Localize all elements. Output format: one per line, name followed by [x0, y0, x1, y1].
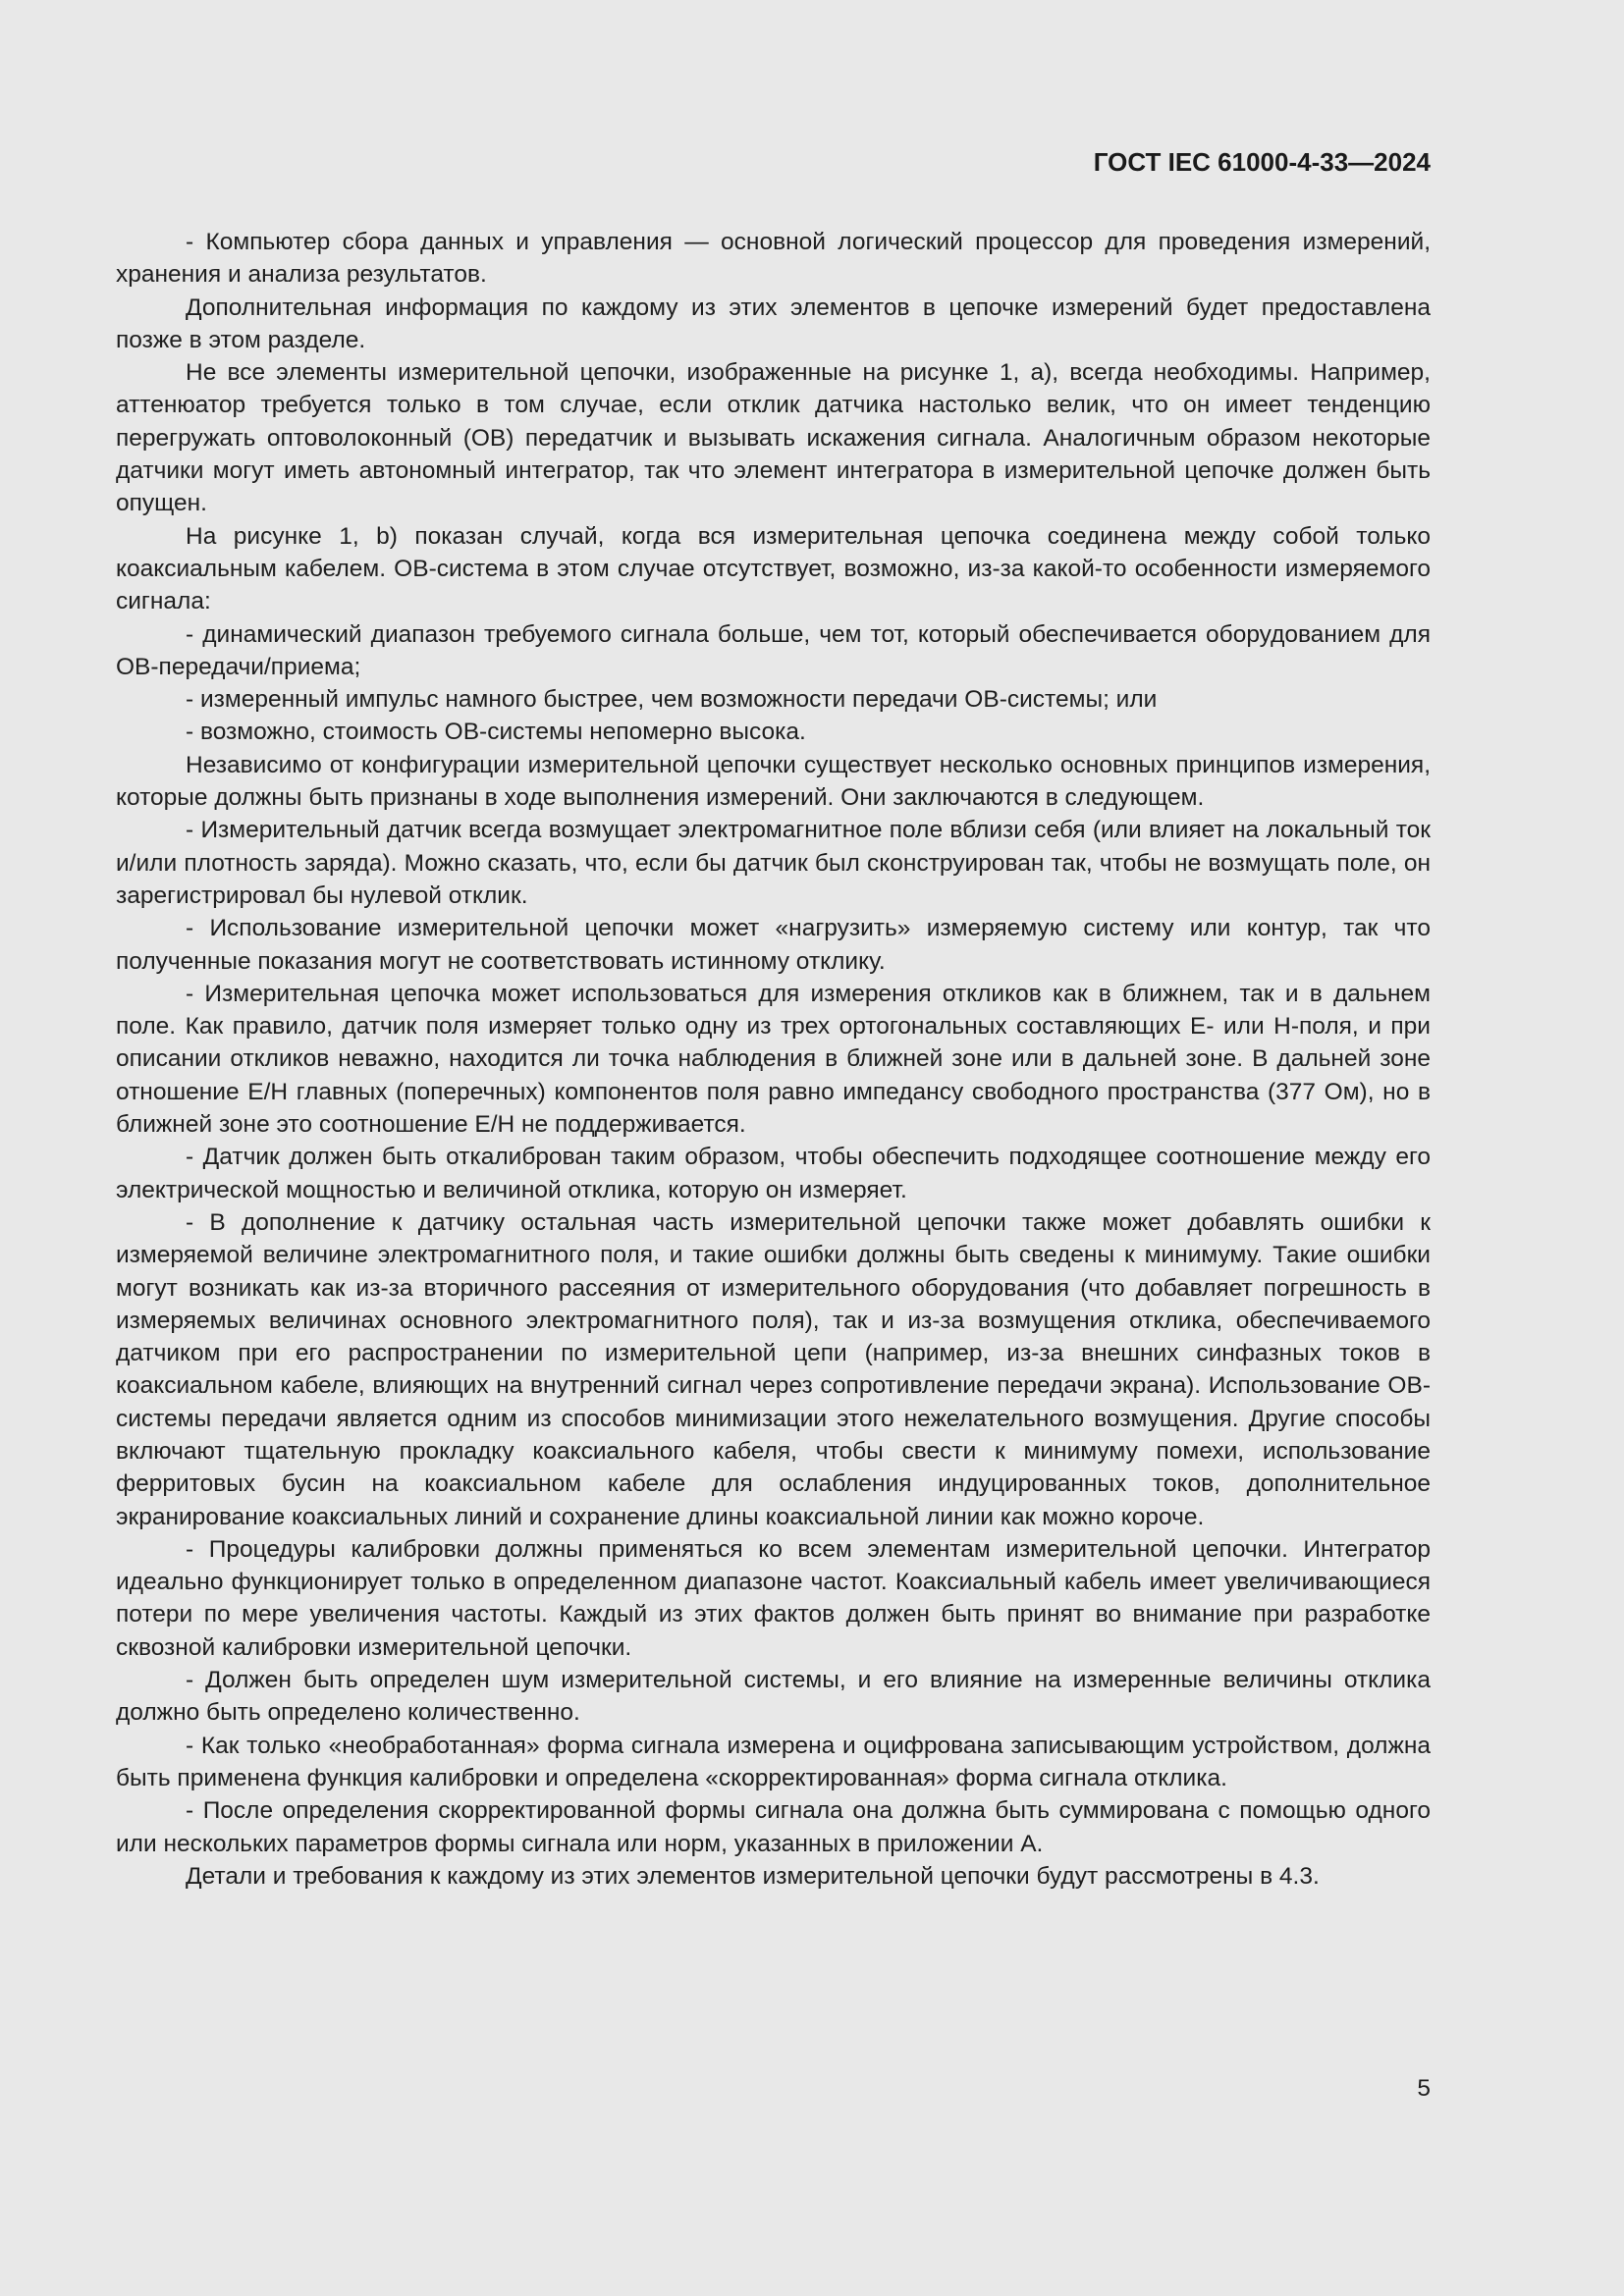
paragraph: - Должен быть определен шум измерительной системы, и его влияние на измеренные величины отклика должно быть определено количественно.: [116, 1667, 1431, 1727]
paragraph: - Как только «необработанная» форма сигнала измерена и оцифрована записывающим устройством, должна быть применена функция калибровки и определена «скорректированная» форма сигнала отклика.: [116, 1732, 1431, 1791]
document-body: [116, 226, 1431, 1893]
paragraph: - В дополнение к датчику остальная часть измерительной цепочки также может добавлять ошибки к измеряемой величине электромагнитного поля, и такие ошибки должны быть сведены к минимуму. Такие ошибки могут возникать как из-за вторичного рассеяния от измерительного оборудования (что добавляет погрешность в измеряемых величинах основного электромагнитного поля), так и из-за возмущения отклика, обеспечиваемого датчиком при его распространении по измерительной цепи (например, из-за внешних синфазных токов в коаксиальном кабеле, влияющих на внутренний сигнал через сопротивление передачи экрана). Использование ОВ-системы передачи является одним из способов минимизации этого нежелательного возмущения. Другие способы включают тщательную прокладку коаксиального кабеля, чтобы свести к минимуму помехи, использование ферритовых бусин на коаксиальном кабеле для ослабления индуцированных токов, дополнительное экранирование коаксиальных линий и сохранение длины коаксиальной линии как можно короче.: [116, 1208, 1431, 1530]
paragraph: - Использование измерительной цепочки может «нагрузить» измеряемую систему или контур, так что полученные показания могут не соответствовать истинному отклику.: [116, 915, 1431, 975]
paragraph: - Измерительная цепочка может использоваться для измерения откликов как в ближнем, так и в дальнем поле. Как правило, датчик поля измеряет только одну из трех ортогональных составляющих E- или H-поля, и при описании откликов неважно, находится ли точка наблюдения в ближней зоне или в дальней зоне. В дальней зоне отношение E/H главных (поперечных) компонентов поля равно импедансу свободного пространства (377 Ом), но в ближней зоне это соотношение E/H не поддерживается.: [116, 980, 1431, 1139]
paragraph: На рисунке 1, b) показан случай, когда вся измерительная цепочка соединена между собой только коаксиальным кабелем. ОВ-система в этом случае отсутствует, возможно, из-за какой-то особенности измеряемого сигнала:: [116, 522, 1431, 615]
paragraph: - динамический диапазон требуемого сигнала больше, чем тот, который обеспечивается оборудованием для ОВ-передачи/приема;: [116, 620, 1431, 680]
paragraph: - Датчик должен быть откалиброван таким образом, чтобы обеспечить подходящее соотношение между его электрической мощностью и величиной отклика, которую он измеряет.: [116, 1144, 1431, 1203]
paragraph: Не все элементы измерительной цепочки, изображенные на рисунке 1, a), всегда необходимы. Например, аттенюатор требуется только в том случае, если отклик датчика настолько велик, что он имеет тенденцию перегружать оптоволоконный (ОВ) передатчик и вызывать искажения сигнала. Аналогичным образом некоторые датчики могут иметь автономный интегратор, так что элемент интегратора в измерительной цепочке должен быть опущен.: [116, 359, 1431, 517]
paragraph: - Процедуры калибровки должны применяться ко всем элементам измерительной цепочки. Интегратор идеально функционирует только в определенном диапазоне частот. Коаксиальный кабель имеет увеличивающиеся потери по мере увеличения частоты. Каждый из этих фактов должен быть принят во внимание при разработке сквозной калибровки измерительной цепочки.: [116, 1535, 1431, 1661]
paragraph: - возможно, стоимость ОВ-системы непомерно высока.: [186, 719, 806, 746]
paragraph: - Измерительный датчик всегда возмущает электромагнитное поле вблизи себя (или влияет на локальный ток и/или плотность заряда). Можно сказать, что, если бы датчик был сконструирован так, чтобы не возмущать поле, он зарегистрировал бы нулевой отклик.: [116, 817, 1431, 909]
page-number: 5: [1417, 2075, 1431, 2102]
paragraph: - После определения скорректированной формы сигнала она должна быть суммирована с помощью одного или нескольких параметров формы сигнала или норм, указанных в приложении А.: [116, 1797, 1431, 1857]
paragraph: Дополнительная информация по каждому из этих элементов в цепочке измерений будет предоставлена позже в этом разделе.: [116, 294, 1431, 353]
paragraph: Детали и требования к каждому из этих элементов измерительной цепочки будут рассмотрены в 4.3.: [186, 1862, 1320, 1890]
standard-header: ГОСТ IEC 61000-4-33—2024: [1093, 147, 1431, 177]
paragraph: - Компьютер сбора данных и управления — основной логический процессор для проведения измерений, хранения и анализа результатов.: [116, 229, 1431, 289]
paragraph: Независимо от конфигурации измерительной цепочки существует несколько основных принципов измерения, которые должны быть признаны в ходе выполнения измерений. Они заключаются в следующем.: [116, 751, 1431, 812]
paragraph: - измеренный импульс намного быстрее, чем возможности передачи ОВ-системы; или: [186, 686, 1158, 714]
